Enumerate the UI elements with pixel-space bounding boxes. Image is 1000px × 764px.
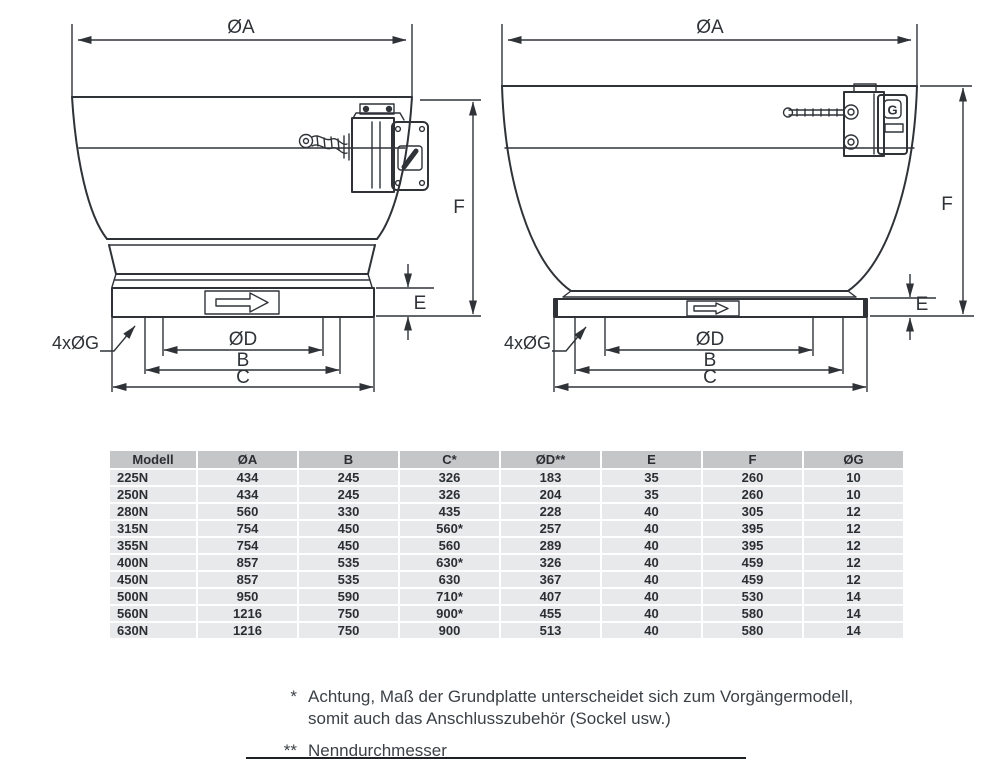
probe-rod-icon bbox=[784, 108, 845, 117]
value-cell: 257 bbox=[501, 521, 600, 536]
value-cell: 260 bbox=[703, 470, 802, 485]
model-cell: 250N bbox=[110, 487, 196, 502]
value-cell: 900* bbox=[400, 606, 499, 621]
table-row bbox=[110, 572, 903, 587]
dim-label-e-right: E bbox=[915, 294, 929, 315]
value-cell: 395 bbox=[703, 521, 802, 536]
dim-f-right bbox=[870, 86, 974, 316]
value-cell: 183 bbox=[501, 470, 600, 485]
model-cell: 630N bbox=[110, 623, 196, 638]
dim-label-c-left: C bbox=[236, 367, 250, 388]
brand-logo-letter: G bbox=[887, 102, 898, 118]
model-cell: 560N bbox=[110, 606, 196, 621]
value-cell: 857 bbox=[198, 572, 297, 587]
value-cell: 530 bbox=[703, 589, 802, 604]
table-row bbox=[110, 555, 903, 570]
value-cell: 513 bbox=[501, 623, 600, 638]
model-cell: 355N bbox=[110, 538, 196, 553]
value-cell: 459 bbox=[703, 572, 802, 587]
value-cell: 35 bbox=[602, 470, 701, 485]
value-cell: 14 bbox=[804, 623, 903, 638]
value-cell: 407 bbox=[501, 589, 600, 604]
dim-label-oa-right: ØA bbox=[696, 17, 724, 38]
dimensions-table bbox=[108, 449, 905, 640]
value-cell: 580 bbox=[703, 606, 802, 621]
value-cell: 459 bbox=[703, 555, 802, 570]
fan-left-view bbox=[52, 17, 481, 392]
column-header: E bbox=[602, 451, 701, 468]
value-cell: 40 bbox=[602, 589, 701, 604]
table-row bbox=[110, 538, 903, 553]
dim-label-f-left: F bbox=[453, 197, 465, 218]
model-cell: 400N bbox=[110, 555, 196, 570]
value-cell: 10 bbox=[804, 487, 903, 502]
dim-label-holes-left: 4xØG bbox=[52, 333, 100, 353]
value-cell: 289 bbox=[501, 538, 600, 553]
fan-right-view bbox=[502, 17, 974, 392]
dim-label-holes-right: 4xØG bbox=[504, 333, 552, 353]
value-cell: 12 bbox=[804, 538, 903, 553]
cable-gland-icon bbox=[844, 105, 858, 149]
value-cell: 1216 bbox=[198, 606, 297, 621]
dim-e-right bbox=[870, 274, 936, 340]
dim-label-f-right: F bbox=[941, 194, 953, 215]
value-cell: 857 bbox=[198, 555, 297, 570]
value-cell: 40 bbox=[602, 504, 701, 519]
footnote-text: Nenndurchmesser bbox=[308, 741, 447, 760]
table-row bbox=[110, 521, 903, 536]
value-cell: 40 bbox=[602, 538, 701, 553]
value-cell: 435 bbox=[400, 504, 499, 519]
value-cell: 10 bbox=[804, 470, 903, 485]
value-cell: 305 bbox=[703, 504, 802, 519]
value-cell: 710* bbox=[400, 589, 499, 604]
dim-label-od-right: ØD bbox=[695, 329, 725, 350]
value-cell: 535 bbox=[299, 555, 398, 570]
model-cell: 315N bbox=[110, 521, 196, 536]
value-cell: 326 bbox=[400, 487, 499, 502]
footnote-divider bbox=[246, 757, 746, 759]
value-cell: 950 bbox=[198, 589, 297, 604]
value-cell: 245 bbox=[299, 470, 398, 485]
value-cell: 245 bbox=[299, 487, 398, 502]
terminal-box-right bbox=[784, 84, 908, 156]
value-cell: 560 bbox=[198, 504, 297, 519]
value-cell: 14 bbox=[804, 606, 903, 621]
value-cell: 204 bbox=[501, 487, 600, 502]
model-cell: 500N bbox=[110, 589, 196, 604]
dim-label-c-right: C bbox=[703, 367, 717, 388]
dimensions-table-wrap bbox=[108, 449, 905, 640]
value-cell: 1216 bbox=[198, 623, 297, 638]
model-cell: 450N bbox=[110, 572, 196, 587]
rotary-switch-icon bbox=[398, 146, 422, 170]
column-header: ØA bbox=[198, 451, 297, 468]
value-cell: 754 bbox=[198, 521, 297, 536]
model-cell: 225N bbox=[110, 470, 196, 485]
value-cell: 326 bbox=[400, 470, 499, 485]
column-header: ØG bbox=[804, 451, 903, 468]
column-header: Modell bbox=[110, 451, 196, 468]
callout-holes-left bbox=[52, 326, 135, 353]
dim-label-e-left: E bbox=[413, 293, 427, 314]
fan-body-right bbox=[502, 86, 917, 317]
value-cell: 754 bbox=[198, 538, 297, 553]
dim-e-left bbox=[376, 264, 434, 340]
table-row bbox=[110, 504, 903, 519]
column-header: C* bbox=[400, 451, 499, 468]
value-cell: 40 bbox=[602, 555, 701, 570]
dim-label-od-left: ØD bbox=[228, 329, 258, 350]
value-cell: 434 bbox=[198, 470, 297, 485]
value-cell: 40 bbox=[602, 623, 701, 638]
value-cell: 35 bbox=[602, 487, 701, 502]
value-cell: 750 bbox=[299, 606, 398, 621]
callout-holes-right bbox=[504, 327, 586, 353]
value-cell: 12 bbox=[804, 555, 903, 570]
dim-label-b-right: B bbox=[703, 350, 717, 371]
value-cell: 434 bbox=[198, 487, 297, 502]
value-cell: 580 bbox=[703, 623, 802, 638]
table-body bbox=[110, 470, 903, 638]
value-cell: 40 bbox=[602, 606, 701, 621]
column-header: ØD** bbox=[501, 451, 600, 468]
value-cell: 395 bbox=[703, 538, 802, 553]
table-row bbox=[110, 589, 903, 604]
value-cell: 750 bbox=[299, 623, 398, 638]
table-header-row bbox=[110, 451, 903, 468]
value-cell: 560 bbox=[400, 538, 499, 553]
fan-body-left bbox=[72, 97, 412, 317]
footnote-marker: ** bbox=[283, 741, 297, 760]
value-cell: 450 bbox=[299, 521, 398, 536]
airflow-arrow-left bbox=[205, 291, 279, 314]
model-cell: 280N bbox=[110, 504, 196, 519]
column-header: F bbox=[703, 451, 802, 468]
dim-oa-right bbox=[502, 17, 917, 86]
value-cell: 12 bbox=[804, 504, 903, 519]
value-cell: 630* bbox=[400, 555, 499, 570]
value-cell: 12 bbox=[804, 521, 903, 536]
column-header: B bbox=[299, 451, 398, 468]
dim-label-b-left: B bbox=[236, 350, 250, 371]
value-cell: 40 bbox=[602, 521, 701, 536]
table-row bbox=[110, 470, 903, 485]
value-cell: 12 bbox=[804, 572, 903, 587]
value-cell: 14 bbox=[804, 589, 903, 604]
flexible-conduit-icon bbox=[300, 134, 350, 160]
value-cell: 367 bbox=[501, 572, 600, 587]
value-cell: 590 bbox=[299, 589, 398, 604]
brand-logo bbox=[884, 100, 901, 118]
table-row bbox=[110, 606, 903, 621]
dim-od-b-c-left bbox=[112, 318, 374, 392]
dim-label-oa-left: ØA bbox=[227, 17, 255, 38]
value-cell: 40 bbox=[602, 572, 701, 587]
footnote-grundplatte bbox=[281, 686, 853, 730]
value-cell: 535 bbox=[299, 572, 398, 587]
value-cell: 450 bbox=[299, 538, 398, 553]
table-row bbox=[110, 487, 903, 502]
value-cell: 560* bbox=[400, 521, 499, 536]
value-cell: 228 bbox=[501, 504, 600, 519]
value-cell: 900 bbox=[400, 623, 499, 638]
value-cell: 630 bbox=[400, 572, 499, 587]
value-cell: 330 bbox=[299, 504, 398, 519]
airflow-arrow-right bbox=[687, 301, 739, 316]
value-cell: 260 bbox=[703, 487, 802, 502]
dim-od-b-c-right bbox=[554, 318, 867, 392]
dim-oa-left bbox=[72, 17, 412, 96]
footnote-text: Achtung, Maß der Grundplatte unterscheidet sich zum Vorgängermodell, somit auch das Anschlusszubehör (Sockel usw.) bbox=[308, 687, 854, 728]
value-cell: 326 bbox=[501, 555, 600, 570]
value-cell: 455 bbox=[501, 606, 600, 621]
table-row bbox=[110, 623, 903, 638]
footnote-marker: * bbox=[290, 687, 297, 706]
